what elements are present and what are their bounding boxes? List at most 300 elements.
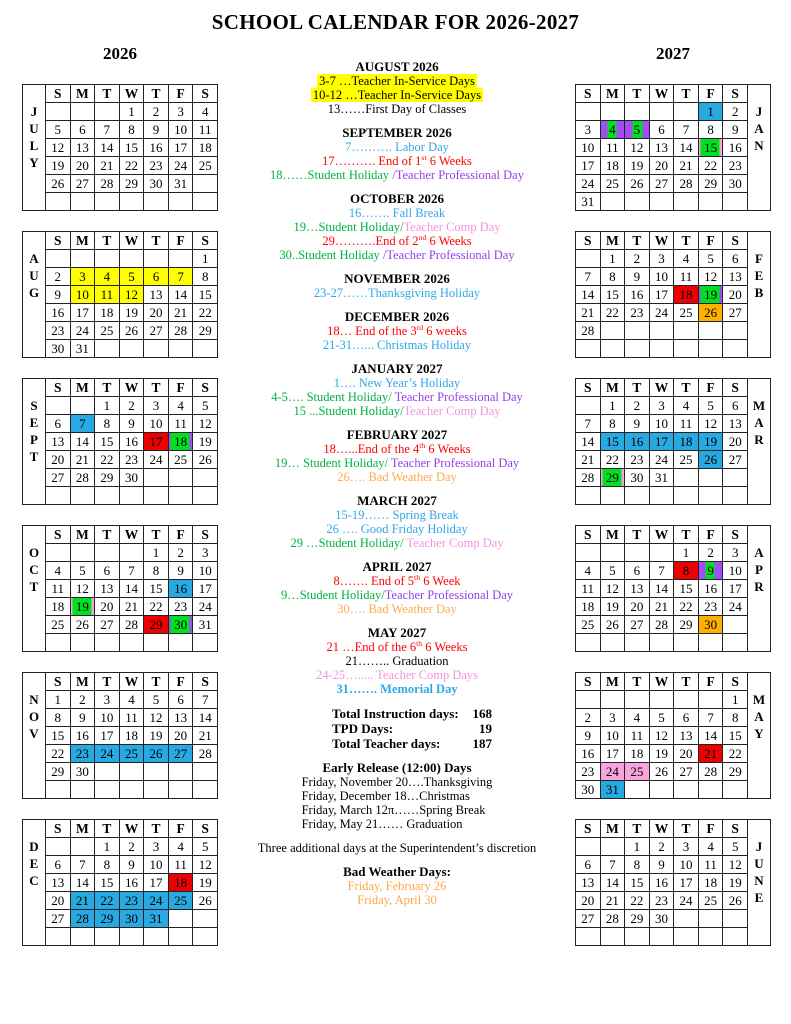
event-text: /Teacher Professional Day: [382, 248, 515, 262]
day-of-week-header: S: [723, 526, 748, 544]
event-line: [232, 140, 562, 154]
day-cell-empty: [649, 928, 674, 946]
day-cell-july-10: 10: [168, 121, 193, 139]
day-cell-jan-11: 11: [600, 139, 625, 157]
day-cell-dec-20: 20: [46, 892, 71, 910]
total-row: [332, 736, 492, 751]
day-of-week-header: T: [625, 85, 650, 103]
day-cell-nov-6: 6: [168, 691, 193, 709]
day-cell-empty: [625, 103, 650, 121]
event-line: [232, 324, 562, 338]
day-cell-dec-7: 7: [70, 856, 95, 874]
day-cell-empty: [698, 322, 723, 340]
day-cell-nov-22: 22: [46, 745, 71, 763]
day-cell-apr-23: 23: [698, 598, 723, 616]
day-of-week-header: W: [119, 673, 144, 691]
day-of-week-header: S: [193, 85, 218, 103]
day-cell-empty: [723, 193, 748, 211]
day-cell-mar-23: 23: [625, 451, 650, 469]
day-of-week-header: M: [600, 673, 625, 691]
events-december-2026: [232, 310, 562, 352]
day-cell-dec-24: 24: [144, 892, 169, 910]
day-of-week-header: T: [144, 379, 169, 397]
day-cell-aug-21: 21: [168, 304, 193, 322]
day-cell-dec-30: 30: [119, 910, 144, 928]
day-cell-empty: [625, 340, 650, 358]
day-cell-empty: [576, 544, 601, 562]
event-line: [232, 220, 562, 234]
day-of-week-header: W: [119, 526, 144, 544]
event-text: 8……. End of 5: [333, 574, 415, 588]
day-cell-sept-6: 6: [46, 415, 71, 433]
day-of-week-header: S: [576, 85, 601, 103]
day-cell-dec-22: 22: [95, 892, 120, 910]
day-cell-july-5: 5: [46, 121, 71, 139]
day-cell-empty: [168, 487, 193, 505]
calendar-may-2027: [575, 672, 771, 799]
day-cell-july-17: 17: [168, 139, 193, 157]
day-cell-july-23: 23: [144, 157, 169, 175]
day-cell-empty: [95, 763, 120, 781]
day-cell-apr-8: 8: [674, 562, 699, 580]
day-cell-june-26: 26: [723, 892, 748, 910]
calendar-june-2027: [575, 819, 771, 946]
month-label-june: J U N E: [748, 820, 771, 946]
day-of-week-header: T: [625, 820, 650, 838]
day-cell-june-17: 17: [674, 874, 699, 892]
day-cell-empty: [649, 103, 674, 121]
event-text: 10-12 …Teacher In-Service Days: [312, 88, 482, 102]
day-cell-may-3: 3: [600, 709, 625, 727]
day-cell-sept-19: 19: [193, 433, 218, 451]
day-cell-dec-11: 11: [168, 856, 193, 874]
day-cell-jan-25: 25: [600, 175, 625, 193]
day-cell-july-27: 27: [70, 175, 95, 193]
day-cell-empty: [674, 634, 699, 652]
day-cell-nov-4: 4: [119, 691, 144, 709]
day-cell-dec-5: 5: [193, 838, 218, 856]
day-cell-june-30: 30: [649, 910, 674, 928]
day-cell-dec-29: 29: [95, 910, 120, 928]
day-cell-nov-27: 27: [168, 745, 193, 763]
day-of-week-header: W: [119, 232, 144, 250]
calendar-column-2027: [575, 84, 771, 966]
event-text: 1…. New Year’s Holiday: [333, 376, 461, 390]
day-cell-feb-28: 28: [576, 322, 601, 340]
day-of-week-header: F: [168, 85, 193, 103]
day-of-week-header: F: [168, 379, 193, 397]
day-cell-nov-3: 3: [95, 691, 120, 709]
day-of-week-header: T: [144, 85, 169, 103]
calendar-july-2026: [22, 84, 218, 211]
day-cell-aug-28: 28: [168, 322, 193, 340]
day-cell-aug-19: 19: [119, 304, 144, 322]
day-of-week-header: T: [674, 526, 699, 544]
day-cell-empty: [576, 487, 601, 505]
day-cell-oct-8: 8: [144, 562, 169, 580]
day-cell-july-24: 24: [168, 157, 193, 175]
day-cell-apr-11: 11: [576, 580, 601, 598]
day-cell-sept-12: 12: [193, 415, 218, 433]
day-of-week-header: S: [193, 673, 218, 691]
day-cell-apr-17: 17: [723, 580, 748, 598]
day-cell-empty: [698, 691, 723, 709]
day-cell-oct-30: 30: [168, 616, 193, 634]
day-cell-feb-5: 5: [698, 250, 723, 268]
event-line: [232, 376, 562, 390]
day-cell-oct-5: 5: [70, 562, 95, 580]
event-line: [232, 390, 562, 404]
day-cell-july-19: 19: [46, 157, 71, 175]
event-text: 18…...End of the 4: [323, 442, 420, 456]
day-cell-empty: [674, 691, 699, 709]
early-release-line: Friday, November 20….Thanksgiving: [301, 775, 493, 789]
day-cell-dec-8: 8: [95, 856, 120, 874]
day-cell-mar-26: 26: [698, 451, 723, 469]
day-cell-july-20: 20: [70, 157, 95, 175]
event-text: rd: [416, 322, 424, 332]
day-cell-aug-22: 22: [193, 304, 218, 322]
day-cell-sept-26: 26: [193, 451, 218, 469]
event-line: [232, 442, 562, 456]
day-cell-empty: [193, 340, 218, 358]
day-cell-dec-21: 21: [70, 892, 95, 910]
event-text: Teacher Comp Day: [403, 536, 504, 550]
day-cell-empty: [193, 910, 218, 928]
day-cell-oct-16: 16: [168, 580, 193, 598]
day-cell-apr-21: 21: [649, 598, 674, 616]
event-text: 7………. Labor Day: [345, 140, 449, 154]
day-cell-dec-25: 25: [168, 892, 193, 910]
day-cell-empty: [95, 340, 120, 358]
day-cell-nov-29: 29: [46, 763, 71, 781]
day-cell-empty: [46, 103, 71, 121]
month-label-dec: D E C: [23, 820, 46, 946]
day-cell-aug-9: 9: [46, 286, 71, 304]
day-cell-feb-18: 18: [674, 286, 699, 304]
day-cell-june-5: 5: [723, 838, 748, 856]
day-cell-july-25: 25: [193, 157, 218, 175]
day-cell-apr-13: 13: [625, 580, 650, 598]
day-cell-jan-21: 21: [674, 157, 699, 175]
event-text: 26 …. Good Friday Holiday: [326, 522, 468, 536]
day-cell-oct-17: 17: [193, 580, 218, 598]
day-of-week-header: S: [576, 820, 601, 838]
day-cell-aug-2: 2: [46, 268, 71, 286]
events-april-2027: [232, 560, 562, 616]
day-cell-feb-26: 26: [698, 304, 723, 322]
day-cell-jan-4: 4: [600, 121, 625, 139]
day-cell-may-19: 19: [649, 745, 674, 763]
day-of-week-header: T: [674, 85, 699, 103]
day-cell-dec-13: 13: [46, 874, 71, 892]
event-line: [232, 574, 562, 588]
day-cell-empty: [576, 634, 601, 652]
day-cell-nov-24: 24: [95, 745, 120, 763]
day-cell-feb-10: 10: [649, 268, 674, 286]
day-cell-aug-16: 16: [46, 304, 71, 322]
day-of-week-header: M: [70, 673, 95, 691]
day-of-week-header: M: [70, 379, 95, 397]
day-of-week-header: F: [698, 232, 723, 250]
day-cell-mar-12: 12: [698, 415, 723, 433]
total-label: Total Instruction days:: [332, 706, 459, 721]
early-release-lines: [302, 775, 493, 831]
day-cell-empty: [625, 322, 650, 340]
day-cell-apr-15: 15: [674, 580, 699, 598]
day-cell-jan-10: 10: [576, 139, 601, 157]
day-cell-july-26: 26: [46, 175, 71, 193]
day-cell-empty: [95, 193, 120, 211]
day-cell-jan-19: 19: [625, 157, 650, 175]
event-line: [232, 602, 562, 616]
day-cell-jan-18: 18: [600, 157, 625, 175]
events-header-january-2027: JANUARY 2027: [351, 361, 443, 376]
day-cell-oct-22: 22: [144, 598, 169, 616]
day-of-week-header: T: [674, 379, 699, 397]
day-cell-empty: [723, 928, 748, 946]
day-of-week-header: M: [600, 232, 625, 250]
total-value: 168: [472, 706, 492, 721]
day-cell-aug-13: 13: [144, 286, 169, 304]
day-cell-empty: [674, 928, 699, 946]
events-header-december-2026: DECEMBER 2026: [344, 309, 450, 324]
day-cell-july-13: 13: [70, 139, 95, 157]
day-of-week-header: S: [723, 232, 748, 250]
day-of-week-header: W: [649, 820, 674, 838]
day-cell-aug-30: 30: [46, 340, 71, 358]
day-cell-apr-25: 25: [576, 616, 601, 634]
day-cell-jan-24: 24: [576, 175, 601, 193]
day-cell-oct-11: 11: [46, 580, 71, 598]
day-cell-july-15: 15: [119, 139, 144, 157]
calendar-jan-2027: [575, 84, 771, 211]
day-cell-mar-15: 15: [600, 433, 625, 451]
event-line: [232, 470, 562, 484]
day-cell-aug-3: 3: [70, 268, 95, 286]
day-cell-empty: [576, 838, 601, 856]
day-cell-aug-15: 15: [193, 286, 218, 304]
month-label-apr: A P R: [748, 526, 771, 652]
day-cell-oct-28: 28: [119, 616, 144, 634]
event-text: /Teacher Professional Day: [392, 168, 524, 182]
events-november-2026: [232, 272, 562, 300]
day-cell-mar-5: 5: [698, 397, 723, 415]
day-cell-sept-17: 17: [144, 433, 169, 451]
day-cell-empty: [649, 340, 674, 358]
day-cell-june-16: 16: [649, 874, 674, 892]
day-cell-empty: [144, 250, 169, 268]
day-of-week-header: T: [144, 820, 169, 838]
day-cell-empty: [46, 781, 71, 799]
events-march-2027: [232, 494, 562, 550]
day-cell-oct-31: 31: [193, 616, 218, 634]
day-cell-empty: [168, 781, 193, 799]
day-cell-june-1: 1: [625, 838, 650, 856]
day-cell-nov-18: 18: [119, 727, 144, 745]
day-cell-apr-22: 22: [674, 598, 699, 616]
day-cell-empty: [46, 397, 71, 415]
day-cell-empty: [723, 616, 748, 634]
event-text: 6 Weeks: [425, 442, 471, 456]
day-cell-empty: [723, 322, 748, 340]
day-cell-empty: [119, 928, 144, 946]
day-of-week-header: T: [95, 526, 120, 544]
day-cell-empty: [576, 250, 601, 268]
day-cell-jan-2: 2: [723, 103, 748, 121]
day-cell-feb-20: 20: [723, 286, 748, 304]
event-line: [232, 74, 562, 88]
day-cell-aug-24: 24: [70, 322, 95, 340]
day-cell-feb-22: 22: [600, 304, 625, 322]
day-cell-empty: [70, 250, 95, 268]
day-cell-empty: [95, 250, 120, 268]
day-cell-june-27: 27: [576, 910, 601, 928]
day-cell-june-21: 21: [600, 892, 625, 910]
day-cell-empty: [119, 340, 144, 358]
day-cell-empty: [600, 103, 625, 121]
day-cell-sept-13: 13: [46, 433, 71, 451]
day-cell-oct-14: 14: [119, 580, 144, 598]
day-cell-may-10: 10: [600, 727, 625, 745]
event-text: th: [416, 638, 423, 648]
day-of-week-header: S: [193, 820, 218, 838]
day-cell-apr-7: 7: [649, 562, 674, 580]
day-cell-nov-5: 5: [144, 691, 169, 709]
day-cell-mar-24: 24: [649, 451, 674, 469]
event-text: 6 weeks: [423, 324, 467, 338]
day-of-week-header: T: [625, 526, 650, 544]
day-cell-empty: [70, 544, 95, 562]
bad-weather-block: [232, 865, 562, 907]
calendar-sept-2026: [22, 378, 218, 505]
events-header-september-2026: SEPTEMBER 2026: [342, 125, 452, 140]
day-cell-jan-1: 1: [698, 103, 723, 121]
day-cell-empty: [600, 544, 625, 562]
day-cell-jan-26: 26: [625, 175, 650, 193]
day-cell-dec-16: 16: [119, 874, 144, 892]
day-cell-empty: [144, 193, 169, 211]
day-cell-apr-18: 18: [576, 598, 601, 616]
event-line: [232, 588, 562, 602]
day-cell-mar-4: 4: [674, 397, 699, 415]
day-cell-empty: [625, 781, 650, 799]
day-cell-jan-16: 16: [723, 139, 748, 157]
day-cell-empty: [625, 928, 650, 946]
day-cell-mar-2: 2: [625, 397, 650, 415]
event-text: 21…….. Graduation: [345, 654, 449, 668]
total-label: TPD Days:: [332, 721, 394, 736]
day-of-week-header: W: [649, 379, 674, 397]
day-cell-mar-11: 11: [674, 415, 699, 433]
day-cell-nov-23: 23: [70, 745, 95, 763]
day-of-week-header: S: [723, 673, 748, 691]
day-cell-may-23: 23: [576, 763, 601, 781]
day-cell-feb-21: 21: [576, 304, 601, 322]
events-september-2026: [232, 126, 562, 182]
day-cell-may-30: 30: [576, 781, 601, 799]
day-cell-oct-23: 23: [168, 598, 193, 616]
day-cell-empty: [119, 544, 144, 562]
day-cell-sept-15: 15: [95, 433, 120, 451]
day-cell-feb-17: 17: [649, 286, 674, 304]
day-cell-oct-1: 1: [144, 544, 169, 562]
day-cell-empty: [576, 397, 601, 415]
day-cell-empty: [95, 781, 120, 799]
day-cell-empty: [674, 487, 699, 505]
day-cell-empty: [95, 928, 120, 946]
event-text: 15-19…… Spring Break: [335, 508, 459, 522]
event-text: 23-27……Thanksgiving Holiday: [313, 286, 481, 300]
day-cell-mar-8: 8: [600, 415, 625, 433]
day-cell-mar-25: 25: [674, 451, 699, 469]
day-cell-may-27: 27: [674, 763, 699, 781]
day-cell-dec-12: 12: [193, 856, 218, 874]
day-cell-aug-31: 31: [70, 340, 95, 358]
day-cell-mar-30: 30: [625, 469, 650, 487]
day-cell-empty: [193, 634, 218, 652]
day-cell-aug-7: 7: [168, 268, 193, 286]
event-text: 3-7 …Teacher In-Service Days: [319, 74, 475, 88]
event-text: 21-31…... Christmas Holiday: [322, 338, 472, 352]
day-cell-apr-24: 24: [723, 598, 748, 616]
day-cell-feb-13: 13: [723, 268, 748, 286]
day-cell-june-29: 29: [625, 910, 650, 928]
day-cell-dec-19: 19: [193, 874, 218, 892]
day-cell-empty: [46, 928, 71, 946]
day-of-week-header: F: [168, 232, 193, 250]
day-cell-empty: [168, 340, 193, 358]
day-cell-mar-16: 16: [625, 433, 650, 451]
day-cell-dec-15: 15: [95, 874, 120, 892]
event-text: nd: [418, 232, 427, 242]
day-cell-mar-10: 10: [649, 415, 674, 433]
day-cell-may-26: 26: [649, 763, 674, 781]
day-cell-empty: [168, 910, 193, 928]
day-of-week-header: M: [600, 379, 625, 397]
day-cell-dec-14: 14: [70, 874, 95, 892]
events-header-april-2027: APRIL 2027: [362, 559, 432, 574]
day-cell-empty: [698, 781, 723, 799]
day-of-week-header: W: [649, 526, 674, 544]
day-cell-oct-4: 4: [46, 562, 71, 580]
day-cell-feb-6: 6: [723, 250, 748, 268]
day-cell-empty: [698, 928, 723, 946]
day-of-week-header: S: [46, 85, 71, 103]
day-of-week-header: S: [723, 820, 748, 838]
day-cell-sept-27: 27: [46, 469, 71, 487]
calendar-dec-2026: [22, 819, 218, 946]
event-line: [232, 522, 562, 536]
day-cell-empty: [576, 103, 601, 121]
day-cell-jan-5: 5: [625, 121, 650, 139]
event-line: [232, 654, 562, 668]
event-line: [232, 248, 562, 262]
month-label-nov: N O V: [23, 673, 46, 799]
event-text: 29……….End of 2: [322, 234, 419, 248]
day-cell-empty: [144, 469, 169, 487]
day-cell-empty: [674, 910, 699, 928]
day-cell-feb-14: 14: [576, 286, 601, 304]
bad-weather-title: Bad Weather Days:: [343, 864, 451, 879]
day-of-week-header: M: [70, 85, 95, 103]
day-cell-july-11: 11: [193, 121, 218, 139]
day-cell-july-8: 8: [119, 121, 144, 139]
day-of-week-header: M: [600, 820, 625, 838]
day-of-week-header: T: [95, 85, 120, 103]
day-cell-empty: [600, 691, 625, 709]
day-cell-jan-14: 14: [674, 139, 699, 157]
